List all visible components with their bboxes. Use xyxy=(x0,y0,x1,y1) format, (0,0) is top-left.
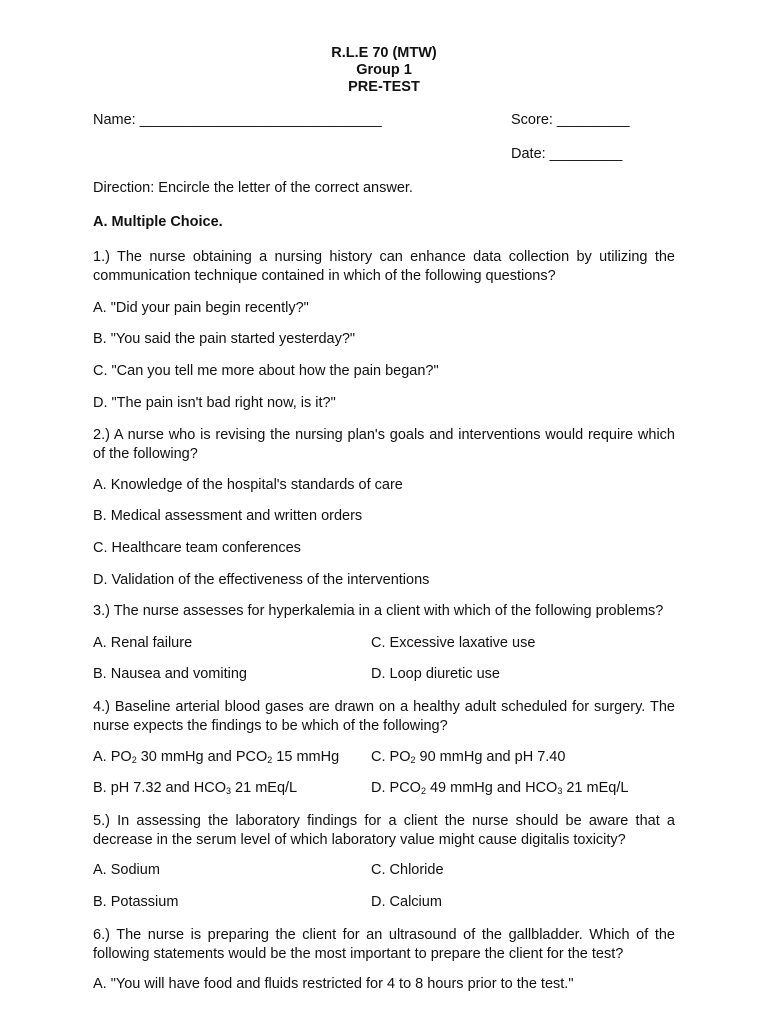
q4-option-c: C. $PO_2$ 90 mmHg and pH 7.40 xyxy=(371,749,566,765)
q3-option-c: C. Excessive laxative use xyxy=(371,635,536,651)
q1-option-d: D. "The pain isn't bad right now, is it?" xyxy=(93,395,336,411)
question-3: 3.) The nurse assesses for hyperkalemia in a client with which of the following problems? xyxy=(93,603,664,619)
doc-code: R.L.E 70 (MTW) xyxy=(331,45,437,61)
question-1: 1.) The nurse obtaining a nursing history can enhance data collection by utilizing the communication technique contained in which of the following questions? xyxy=(93,249,675,284)
q2-option-c: C. Healthcare team conferences xyxy=(93,540,301,556)
date-field: Date: _________ xyxy=(511,146,623,162)
q5-option-d: D. Calcium xyxy=(371,894,442,910)
direction-text: Direction: Encircle the letter of the correct answer. xyxy=(93,180,413,196)
q4-option-b: B. pH 7.32 and $HCO_3$ 21 mEq/L xyxy=(93,780,298,796)
q1-option-b: B. "You said the pain started yesterday?" xyxy=(93,331,356,347)
doc-title: PRE-TEST xyxy=(348,79,420,95)
question-5: 5.) In assessing the laboratory findings for a client the nurse should be aware that a decrease in the serum level of which laboratory value might cause digitalis toxicity? xyxy=(93,813,675,848)
name-field: Name: ______________________________ xyxy=(93,112,382,128)
q1-option-c: C. "Can you tell me more about how the pain began?" xyxy=(93,363,439,379)
q2-option-a: A. Knowledge of the hospital's standards of care xyxy=(93,477,403,493)
q1-option-a: A. "Did your pain begin recently?" xyxy=(93,300,309,316)
q2-option-b: B. Medical assessment and written orders xyxy=(93,508,363,524)
q4-option-a: A. $PO_2$ 30 mmHg and $PCO_2$ 15 mmHg xyxy=(93,749,340,765)
q5-option-a: A. Sodium xyxy=(93,862,160,878)
q5-option-b: B. Potassium xyxy=(93,894,179,910)
score-field: Score: _________ xyxy=(511,112,630,128)
q2-option-d: D. Validation of the effectiveness of the interventions xyxy=(93,572,430,588)
q4-option-d: D. $PCO_2$ 49 mmHg and $HCO_3$ 21 mEq/L xyxy=(371,780,629,796)
group-label: Group 1 xyxy=(356,62,412,78)
q5-option-c: C. Chloride xyxy=(371,862,444,878)
q3-option-a: A. Renal failure xyxy=(93,635,193,651)
question-6: 6.) The nurse is preparing the client for an ultrasound of the gallbladder. Which of the following statements would be the most important to prepare the client for the test? xyxy=(93,927,675,962)
question-2: 2.) A nurse who is revising the nursing plan's goals and interventions would require which of the following? xyxy=(93,427,675,462)
q3-option-d: D. Loop diuretic use xyxy=(371,666,500,682)
question-4: 4.) Baseline arterial blood gases are drawn on a healthy adult scheduled for surgery. The nurse expects the findings to be which of the following? xyxy=(93,699,675,734)
q3-option-b: B. Nausea and vomiting xyxy=(93,666,247,682)
q6-option-a: A. "You will have food and fluids restricted for 4 to 8 hours prior to the test." xyxy=(93,976,574,992)
section-title: A. Multiple Choice. xyxy=(93,214,223,230)
